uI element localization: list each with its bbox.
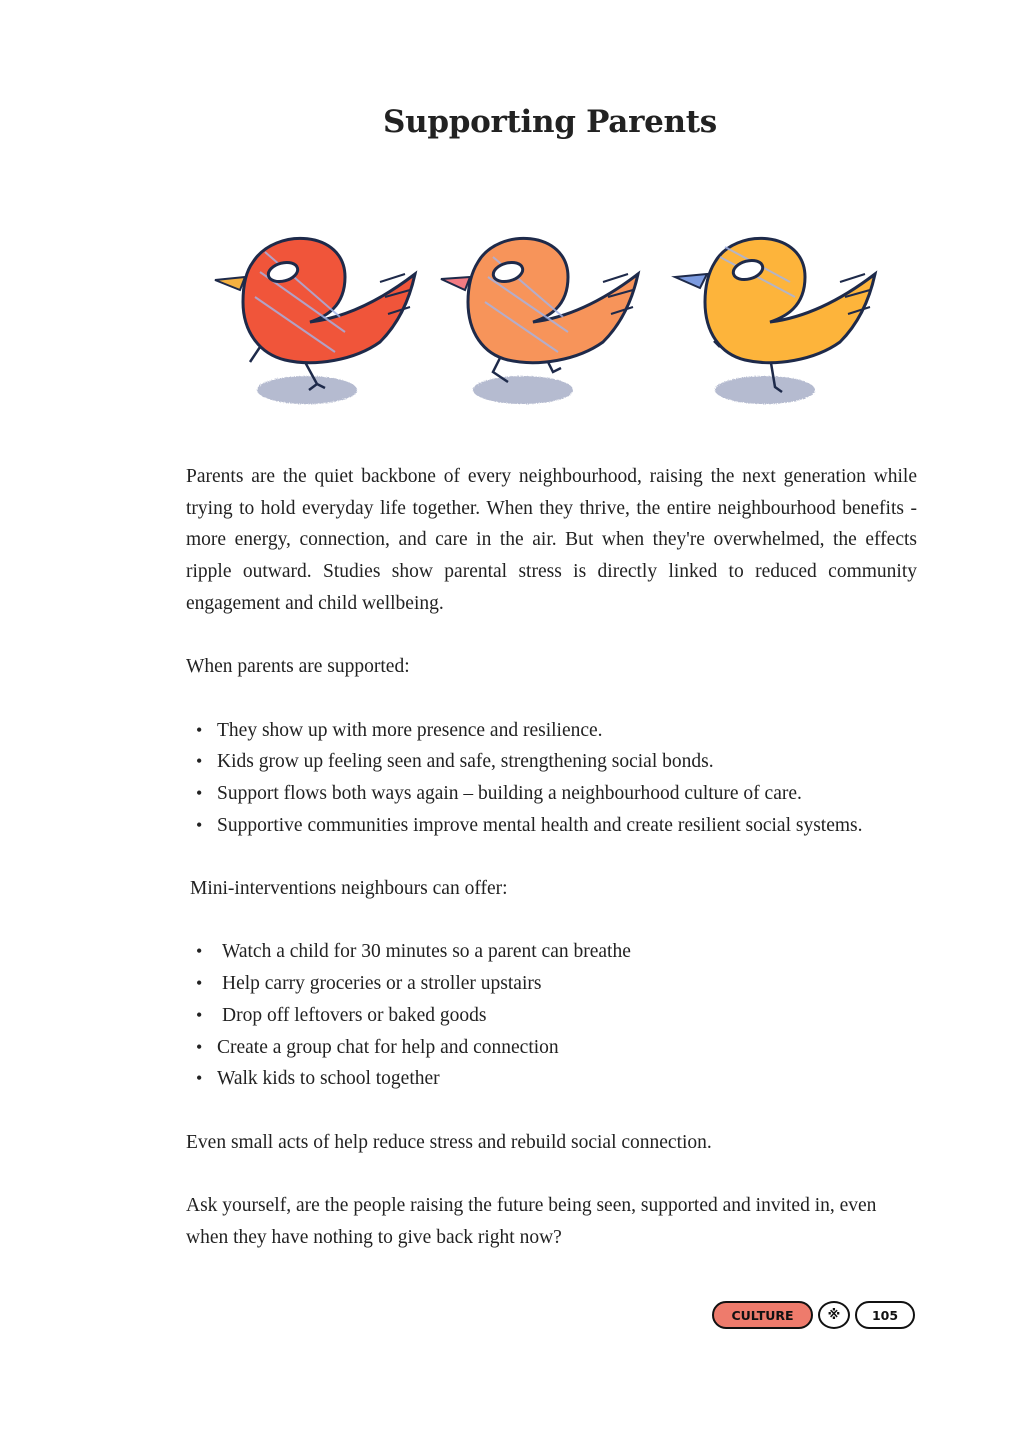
question-paragraph: Ask yourself, are the people raising the future being seen, supported and invited in, even when they have nothing to give back right now? [186, 1195, 877, 1248]
mini-interventions-list [186, 936, 917, 1095]
list-item: • Watch a child for 30 minutes so a parent can breathe [186, 936, 917, 968]
supported-list [186, 715, 917, 842]
list-item: • They show up with more presence and resilience. [186, 715, 917, 747]
section-divider-icon: ※ [818, 1301, 850, 1329]
list-item: • Create a group chat for help and connection [186, 1032, 917, 1064]
mini-interventions-heading: Mini-interventions neighbours can offer: [190, 878, 508, 900]
list-item: • Supportive communities improve mental health and create resilient social systems. [186, 810, 917, 842]
list-item: • Help carry groceries or a stroller upstairs [186, 968, 917, 1000]
list-item: • Kids grow up feeling seen and safe, strengthening social bonds. [186, 746, 917, 778]
page-number: 105 [855, 1301, 915, 1329]
section-badge: CULTURE [712, 1301, 813, 1329]
list-item: • Support flows both ways again – building a neighbourhood culture of care. [186, 778, 917, 810]
list-item: • Walk kids to school together [186, 1063, 917, 1095]
closing-paragraph: Even small acts of help reduce stress and rebuild social connection. [186, 1131, 712, 1153]
intro-paragraph: Parents are the quiet backbone of every neighbourhood, raising the next generation while trying to hold everyday life together. When they thrive, the entire neighbourhood benefits - more energy, connection, and care in the air. But when they're overwhelmed, the effects ripple outward. Studies show parental stress is directly linked to reduced community engagement and child wellbeing. [186, 466, 917, 614]
article-body [186, 461, 917, 1253]
yellow-bird-icon [675, 238, 875, 404]
red-bird-icon [215, 238, 415, 404]
page-title: Supporting Parents [383, 104, 717, 140]
page-footer [712, 1301, 915, 1329]
list-item: • Drop off leftovers or baked goods [186, 1000, 917, 1032]
birds-illustration [205, 222, 895, 417]
supported-heading: When parents are supported: [186, 656, 410, 678]
orange-bird-icon [441, 238, 638, 404]
